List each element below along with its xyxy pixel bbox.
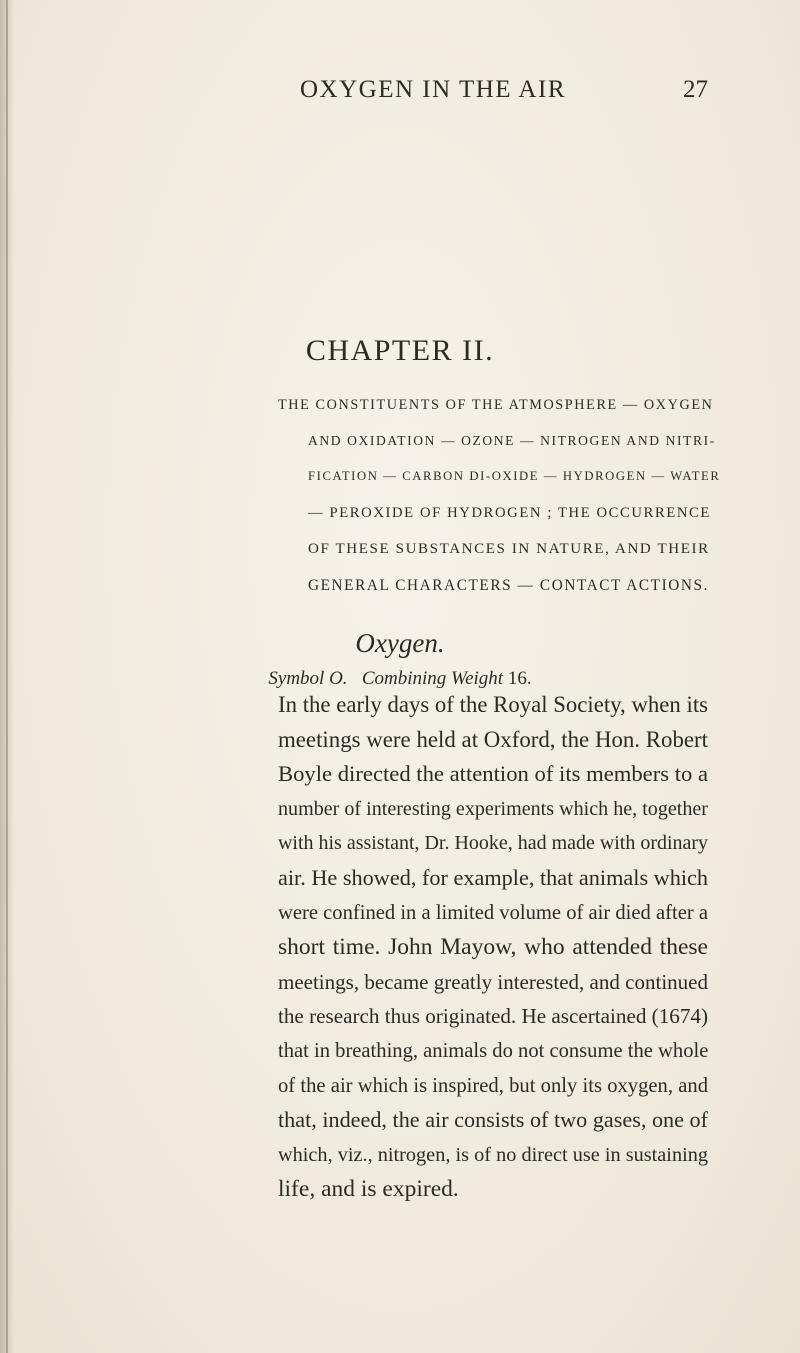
section-title: Oxygen. — [355, 628, 445, 658]
body-line: In the early days of the Royal Society, when its — [278, 692, 708, 717]
chapter-heading: CHAPTER II. — [305, 334, 495, 367]
body-line: with his assistant, Dr. Hooke, had made with ordinary — [278, 832, 708, 855]
weight-label: Combining Weight — [361, 668, 504, 689]
body-line: air. He showed, for example, that animals which — [278, 864, 709, 890]
synopsis-line: FICATION — CARBON DI-OXIDE — HYDROGEN — WATER — [308, 469, 721, 483]
page-number: 27 — [683, 76, 708, 103]
body-line: which, viz., nitrogen, is of no direct use in sustaining — [278, 1143, 708, 1166]
body-paragraph — [278, 688, 708, 1207]
body-line: that, indeed, the air consists of two gases, one of — [278, 1107, 708, 1133]
symbol-value: O. — [329, 668, 348, 689]
running-title: OXYGEN IN THE AIR — [300, 76, 566, 103]
symbol-weight-line — [0, 668, 800, 690]
body-line: short time. John Mayow, who attended these — [278, 934, 708, 961]
synopsis-line: THE CONSTITUENTS OF THE ATMOSPHERE — OXYGEN — [278, 397, 714, 413]
body-line: that in breathing, animals do not consume the whole — [278, 1039, 709, 1062]
running-head — [300, 76, 708, 110]
weight-value: 16. — [507, 668, 532, 689]
synopsis-line: — PEROXIDE OF HYDROGEN ; THE OCCURRENCE — [308, 505, 711, 521]
synopsis-line: OF THESE SUBSTANCES IN NATURE, AND THEIR — [308, 541, 710, 557]
symbol-label: Symbol — [268, 668, 325, 689]
body-line: number of interesting experiments which he, together — [278, 797, 708, 820]
synopsis-line: AND OXIDATION — OZONE — NITROGEN AND NITRI- — [308, 433, 716, 448]
body-line: were confined in a limited volume of air died after a — [278, 901, 708, 924]
body-line: life, and is expired. — [278, 1176, 459, 1203]
body-line: of the air which is inspired, but only its oxygen, and — [278, 1074, 708, 1097]
body-line: meetings, became greatly interested, and continued — [278, 969, 708, 994]
body-line: the research thus originated. He ascertained (1674) — [278, 1004, 708, 1029]
body-line: meetings were held at Oxford, the Hon. Robert — [278, 726, 708, 752]
body-line: Boyle directed the attention of its members to a — [278, 761, 709, 787]
synopsis-line: GENERAL CHARACTERS — CONTACT ACTIONS. — [308, 577, 710, 594]
